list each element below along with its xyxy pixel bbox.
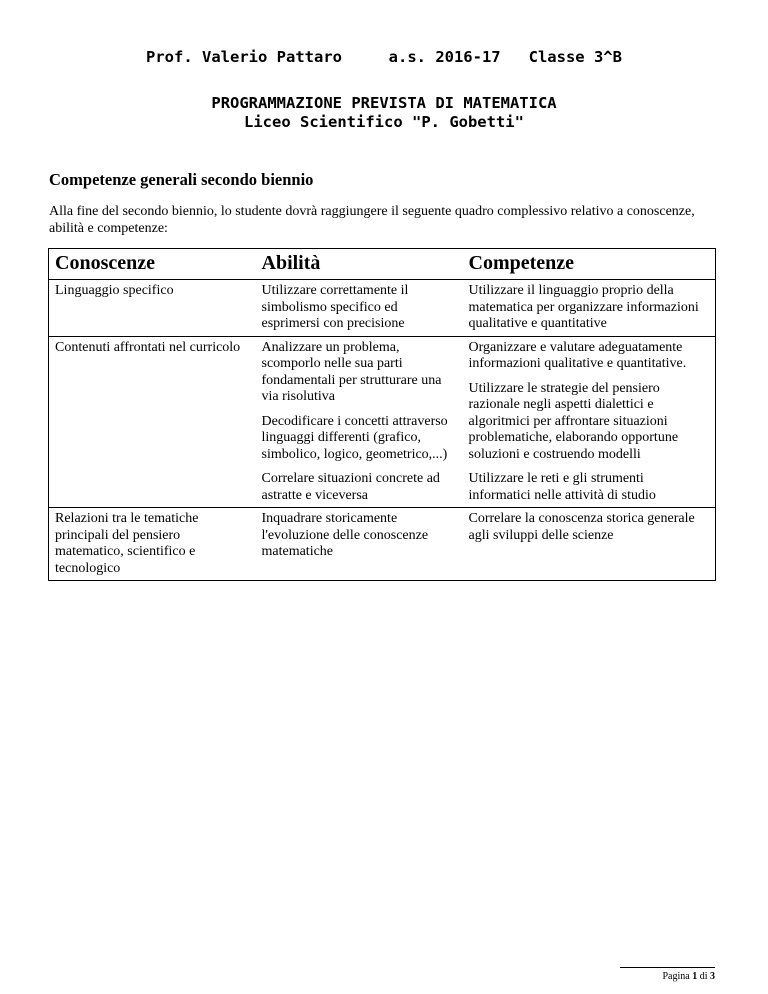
- column-header-abilita: Abilità: [256, 249, 463, 280]
- page-number: [620, 971, 715, 982]
- cell-competenze: [463, 336, 716, 508]
- cell-abilita: [256, 280, 463, 337]
- page-total: 3: [710, 971, 715, 982]
- cell-text: Decodificare i concetti attraverso linguaggi differenti (grafico, simbolico, logico, geometrico,...): [261, 413, 448, 462]
- table-row: [49, 336, 716, 508]
- cell-text: Utilizzare le reti e gli strumenti informatici nelle attività di studio: [468, 471, 656, 503]
- cell-competenze: [463, 280, 716, 337]
- document-header: [0, 48, 768, 66]
- teacher-name: Prof. Valerio Pattaro: [146, 48, 342, 66]
- section-intro: Alla fine del secondo biennio, lo studente dovrà raggiungere il seguente quadro complessivo relativo a conoscenze, abilità e competenze:: [49, 204, 695, 236]
- cell-text: Linguaggio specifico: [55, 283, 174, 298]
- cell-text: Contenuti affrontati nel curricolo: [55, 339, 241, 355]
- school-name: Liceo Scientifico "P. Gobetti": [244, 113, 524, 131]
- class-name: Classe 3^B: [528, 48, 622, 66]
- table-row: [49, 508, 716, 581]
- cell-text: Utilizzare correttamente il simbolismo specifico ed esprimersi con precisione: [261, 283, 409, 331]
- cell-text: Correlare situazioni concrete ad astratte e viceversa: [261, 471, 440, 503]
- cell-text: Organizzare e valutare adeguatamente informazioni qualitative e quantitative.: [468, 339, 687, 371]
- cell-abilita: [256, 508, 463, 581]
- of-word: di: [699, 971, 708, 982]
- cell-competenze: [463, 508, 716, 581]
- cell-text: Relazioni tra le tematiche principali del pensiero matematico, scientifico e tecnologico: [55, 511, 199, 576]
- cell-abilita: [256, 336, 463, 508]
- cell-text: Analizzare un problema, scomporlo nelle sua parti fondamentali per strutturare una via risolutiva: [261, 339, 442, 404]
- document-title: PROGRAMMAZIONE PREVISTA DI MATEMATICA: [211, 94, 557, 112]
- cell-conoscenze: [49, 508, 256, 581]
- cell-text: Inquadrare storicamente l'evoluzione delle conoscenze matematiche: [261, 511, 429, 559]
- school-year: a.s. 2016-17: [388, 48, 501, 66]
- competences-table: [48, 248, 716, 581]
- cell-text: Correlare la conoscenza storica generale agli sviluppi delle scienze: [468, 511, 695, 543]
- table-header-row: [49, 249, 716, 280]
- column-header-competenze: Competenze: [463, 249, 716, 280]
- page-word: Pagina: [662, 971, 690, 982]
- cell-text: Utilizzare le strategie del pensiero razionale negli aspetti dialettici e algoritmici per affrontare situazioni problematiche, elaborando opportune soluzioni e costruendo modelli: [468, 380, 679, 462]
- column-header-conoscenze: Conoscenze: [49, 249, 256, 280]
- page-current: 1: [692, 971, 698, 982]
- cell-text: Utilizzare il linguaggio proprio della matematica per organizzare informazioni qualitative e quantitative: [468, 283, 699, 331]
- cell-conoscenze: [49, 336, 256, 508]
- section-heading: Competenze generali secondo biennio: [49, 170, 314, 189]
- footer-divider: [620, 967, 715, 968]
- cell-conoscenze: [49, 280, 256, 337]
- table-row: [49, 280, 716, 337]
